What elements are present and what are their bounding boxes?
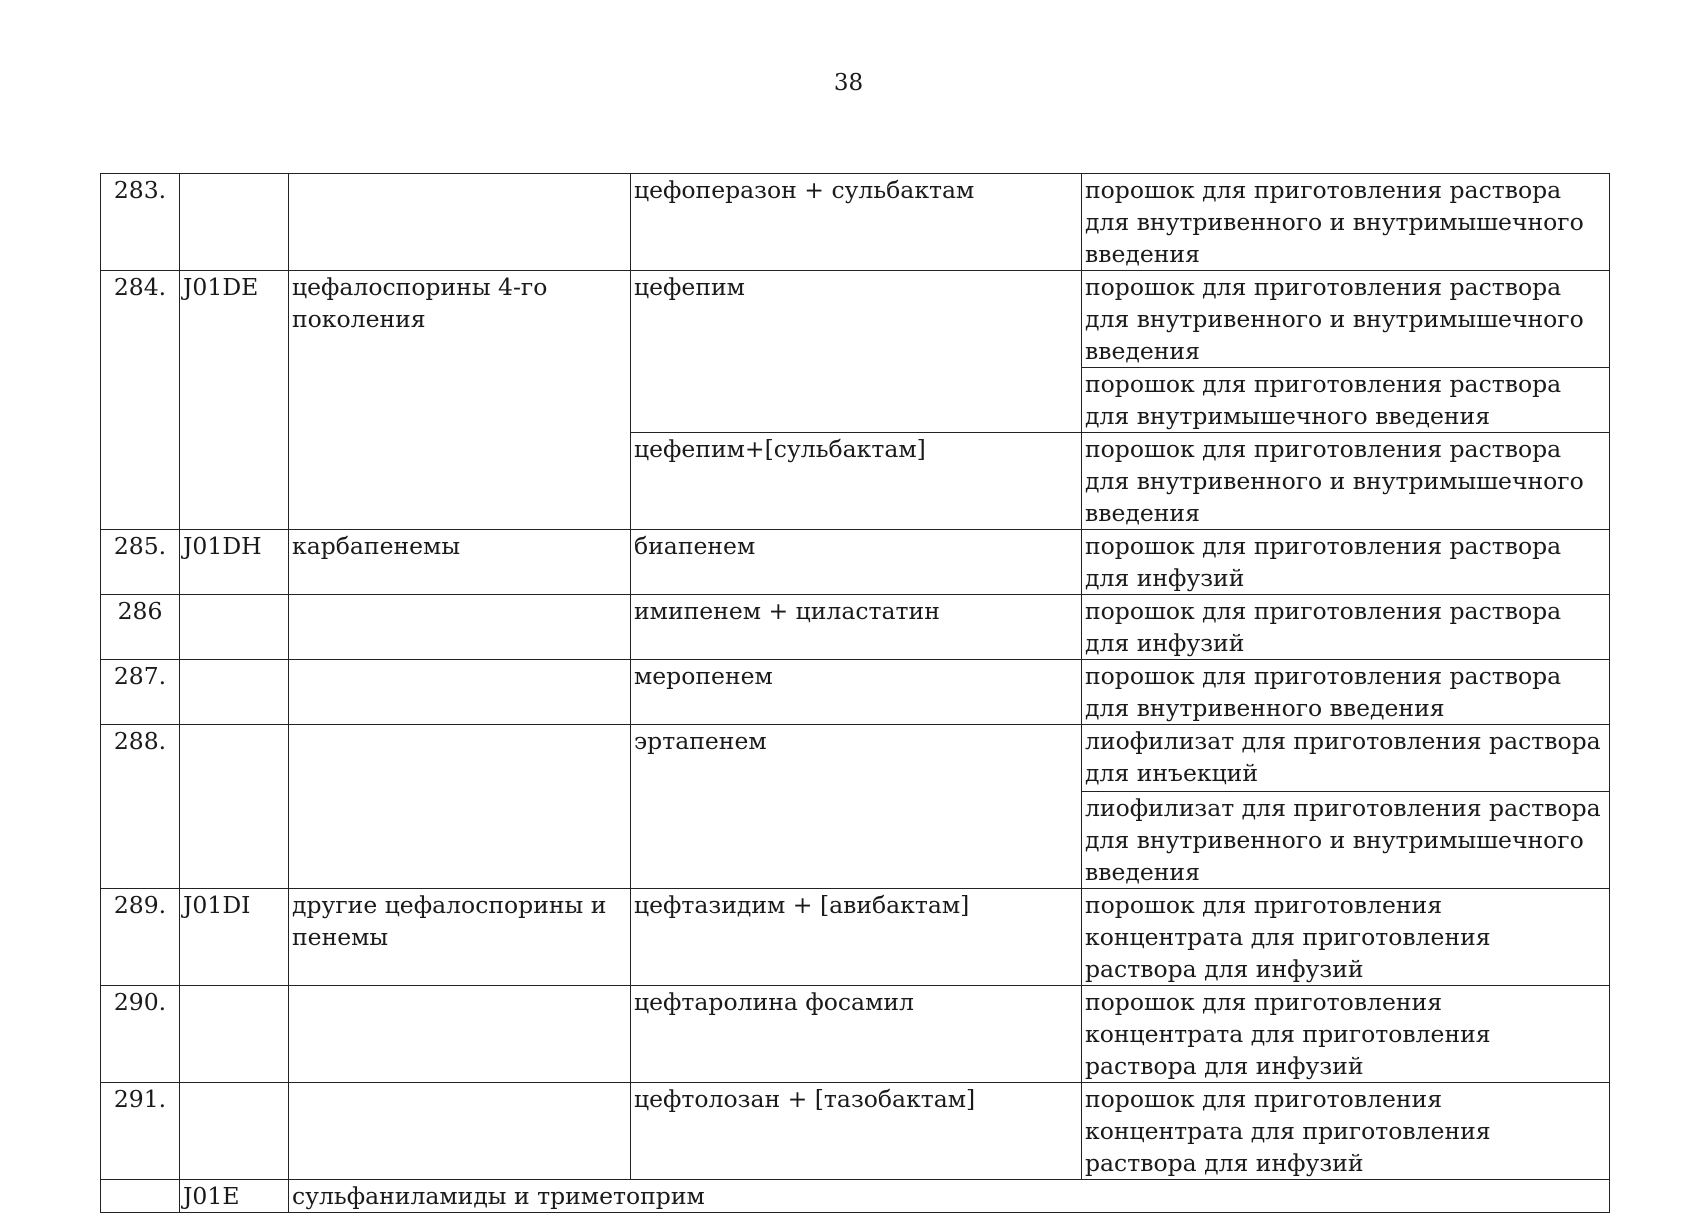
drug-name: эртапенем [631,725,1082,889]
dosage-form: порошок для приготовления концентрата для приготовления раствора для инфузий [1082,1083,1610,1180]
drug-name: цефепим [631,271,1082,433]
atc-code [180,595,289,660]
dosage-form: порошок для приготовления раствора для внутривенного и внутримышечного введения [1082,174,1610,271]
drug-name: цефоперазон + сульбактам [631,174,1082,271]
drug-name: меропенем [631,660,1082,725]
atc-code: J01DI [180,889,289,986]
row-number: 286 [101,595,180,660]
row-number: 290. [101,986,180,1083]
group-name [289,660,631,725]
drug-name: имипенем + циластатин [631,595,1082,660]
row-number: 291. [101,1083,180,1180]
row-number: 284. [101,271,180,530]
group-name [289,1083,631,1180]
group-name [289,174,631,271]
atc-code [180,1083,289,1180]
group-name: карбапенемы [289,530,631,595]
table-row [101,530,1610,595]
drug-name: цефтазидим + [авибактам] [631,889,1082,986]
dosage-form: порошок для приготовления раствора для внутривенного и внутримышечного введения [1082,271,1610,368]
table-row [101,889,1610,986]
dosage-form: лиофилизат для приготовления раствора для внутривенного и внутримышечного введения [1082,792,1610,889]
row-number: 283. [101,174,180,271]
dosage-form: порошок для приготовления раствора для внутривенного введения [1082,660,1610,725]
row-number: 289. [101,889,180,986]
drug-table [100,173,1610,1213]
table-row [101,271,1610,368]
page-number: 38 [833,70,864,96]
atc-code: J01DH [180,530,289,595]
row-number: 287. [101,660,180,725]
group-name [289,595,631,660]
table-row [101,660,1610,725]
drug-name: цефтолозан + [тазобактам] [631,1083,1082,1180]
dosage-form: порошок для приготовления раствора для внутримышечного введения [1082,368,1610,433]
atc-code: J01E [180,1180,289,1213]
table-row [101,595,1610,660]
group-name: сульфаниламиды и триметоприм [289,1180,1610,1213]
dosage-form: порошок для приготовления раствора для инфузий [1082,530,1610,595]
drug-name: цефепим+[сульбактам] [631,433,1082,530]
dosage-form: лиофилизат для приготовления раствора для инъекций [1082,725,1610,792]
dosage-form: порошок для приготовления концентрата для приготовления раствора для инфузий [1082,986,1610,1083]
table-row [101,174,1610,271]
drug-name: цефтаролина фосамил [631,986,1082,1083]
table-row [101,725,1610,792]
table-row [101,1083,1610,1180]
group-name: цефалоспорины 4-го поколения [289,271,631,530]
atc-code: J01DE [180,271,289,530]
group-name [289,986,631,1083]
row-number: 285. [101,530,180,595]
group-name: другие цефалоспорины и пенемы [289,889,631,986]
group-name [289,725,631,889]
dosage-form: порошок для приготовления концентрата для приготовления раствора для инфузий [1082,889,1610,986]
atc-code [180,725,289,889]
atc-code [180,660,289,725]
table-row [101,1180,1610,1213]
row-number: 288. [101,725,180,889]
atc-code [180,174,289,271]
dosage-form: порошок для приготовления раствора для инфузий [1082,595,1610,660]
table-row [101,986,1610,1083]
drug-name: биапенем [631,530,1082,595]
dosage-form: порошок для приготовления раствора для внутривенного и внутримышечного введения [1082,433,1610,530]
row-number [101,1180,180,1213]
atc-code [180,986,289,1083]
